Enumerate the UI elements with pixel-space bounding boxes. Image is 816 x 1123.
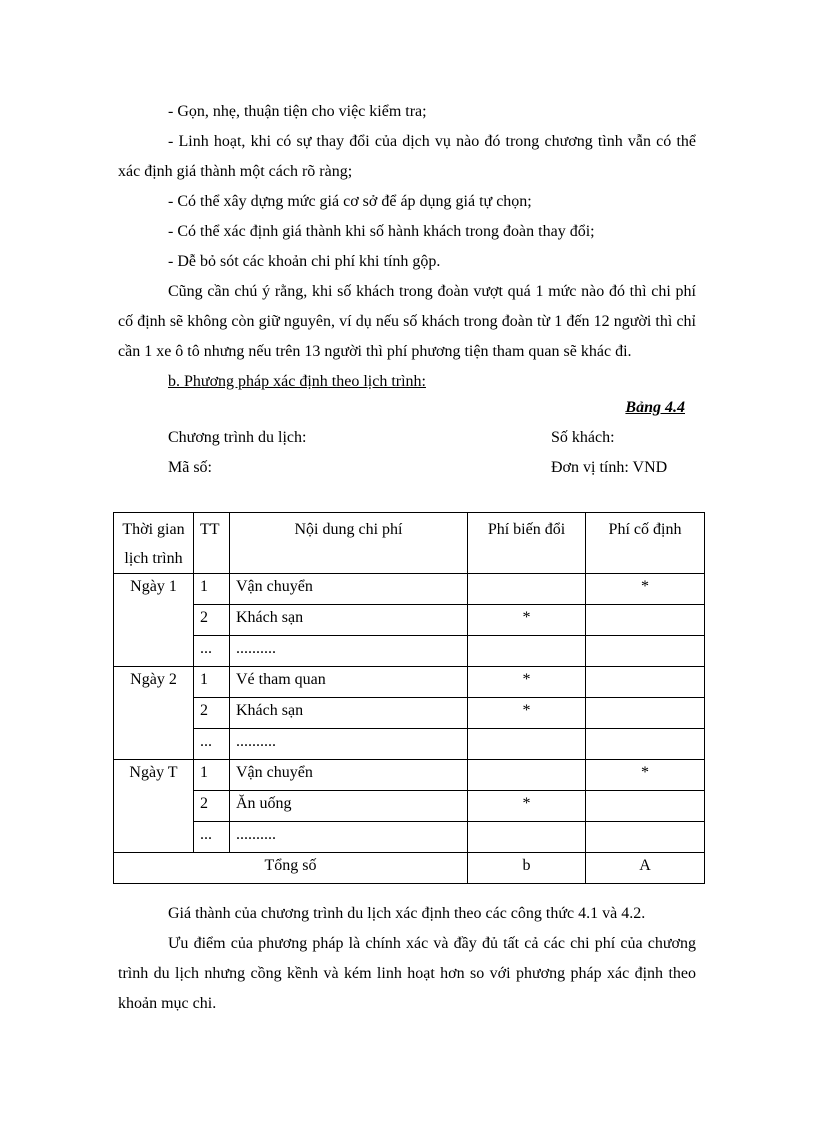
after-line: khoản mục chi. <box>118 995 217 1012</box>
row-tt: 2 <box>194 605 230 636</box>
row-tt: ... <box>194 636 230 667</box>
row-variable <box>468 729 586 760</box>
table-row <box>114 605 705 636</box>
row-content: .......... <box>230 822 468 853</box>
row-fixed <box>586 605 705 636</box>
header-time <box>114 513 194 574</box>
row-content: .......... <box>230 729 468 760</box>
total-label: Tổng số <box>114 853 468 884</box>
row-variable: * <box>468 698 586 729</box>
row-content: Ăn uống <box>230 791 468 822</box>
table-row <box>114 667 705 698</box>
row-variable <box>468 574 586 605</box>
bullet-line: - Có thể xây dựng mức giá cơ sở để áp dụng giá tự chọn; <box>168 193 532 210</box>
table-row <box>114 729 705 760</box>
note-line: cố định sẽ không còn giữ nguyên, ví dụ nếu số khách trong đoàn từ 1 đến 12 người thì chỉ <box>118 313 696 330</box>
table-total-row <box>114 853 705 884</box>
table-row <box>114 698 705 729</box>
row-tt: 2 <box>194 698 230 729</box>
table-row <box>114 574 705 605</box>
row-variable: * <box>468 605 586 636</box>
row-fixed <box>586 729 705 760</box>
row-content: Khách sạn <box>230 605 468 636</box>
row-content: Vé tham quan <box>230 667 468 698</box>
row-fixed <box>586 698 705 729</box>
row-variable <box>468 760 586 791</box>
after-line: trình du lịch nhưng cồng kềnh và kém linh hoạt hơn so với phương pháp xác định theo <box>118 965 696 982</box>
total-variable: b <box>468 853 586 884</box>
row-fixed <box>586 822 705 853</box>
row-variable <box>468 822 586 853</box>
form-guests-label: Số khách: <box>551 429 615 446</box>
form-program-label: Chương trình du lịch: <box>168 429 307 446</box>
row-fixed: * <box>586 760 705 791</box>
header-time-line1: Thời gian <box>122 521 185 538</box>
bullet-line: xác định giá thành một cách rõ ràng; <box>118 163 353 180</box>
bullet-line: - Linh hoạt, khi có sự thay đổi của dịch vụ nào đó trong chương tình vẫn có thể <box>168 133 696 150</box>
table-row <box>114 822 705 853</box>
row-fixed: * <box>586 574 705 605</box>
after-line: Ưu điểm của phương pháp là chính xác và đầy đủ tất cả các chi phí của chương <box>168 935 696 952</box>
table-caption: Bảng 4.4 <box>625 399 685 416</box>
row-content: .......... <box>230 636 468 667</box>
row-tt: ... <box>194 729 230 760</box>
row-content: Vận chuyển <box>230 574 468 605</box>
day-label: Ngày 2 <box>114 667 194 760</box>
row-content: Vận chuyển <box>230 760 468 791</box>
day-label: Ngày 1 <box>114 574 194 667</box>
header-tt: TT <box>194 513 230 574</box>
row-fixed <box>586 667 705 698</box>
note-line: Cũng cần chú ý rằng, khi số khách trong đoàn vượt quá 1 mức nào đó thì chi phí <box>168 283 696 300</box>
row-tt: 1 <box>194 574 230 605</box>
row-tt: ... <box>194 822 230 853</box>
header-content: Nội dung chi phí <box>230 513 468 574</box>
row-tt: 2 <box>194 791 230 822</box>
row-fixed <box>586 636 705 667</box>
row-fixed <box>586 791 705 822</box>
form-unit-label: Đơn vị tính: VND <box>551 459 668 476</box>
bullet-line: - Dễ bỏ sót các khoản chi phí khi tính gộp. <box>168 253 441 270</box>
bullet-line: - Có thể xác định giá thành khi số hành khách trong đoàn thay đổi; <box>168 223 595 240</box>
row-tt: 1 <box>194 667 230 698</box>
table-header-row <box>114 513 705 574</box>
header-time-line2: lịch trình <box>124 550 183 567</box>
row-content: Khách sạn <box>230 698 468 729</box>
table-row <box>114 760 705 791</box>
form-code-label: Mã số: <box>168 459 212 476</box>
total-fixed: A <box>586 853 705 884</box>
after-line: Giá thành của chương trình du lịch xác định theo các công thức 4.1 và 4.2. <box>168 905 646 922</box>
note-line: cần 1 xe ô tô nhưng nếu trên 13 người thì phí phương tiện tham quan sẽ khác đi. <box>118 343 632 360</box>
header-fixed: Phí cố định <box>586 513 705 574</box>
bullet-line: - Gọn, nhẹ, thuận tiện cho việc kiểm tra; <box>168 103 427 120</box>
day-label: Ngày T <box>114 760 194 853</box>
row-variable: * <box>468 667 586 698</box>
cost-table <box>113 512 705 884</box>
row-variable: * <box>468 791 586 822</box>
table-row <box>114 636 705 667</box>
header-variable: Phí biến đổi <box>468 513 586 574</box>
row-tt: 1 <box>194 760 230 791</box>
section-heading: b. Phương pháp xác định theo lịch trình: <box>168 373 426 390</box>
table-row <box>114 791 705 822</box>
row-variable <box>468 636 586 667</box>
